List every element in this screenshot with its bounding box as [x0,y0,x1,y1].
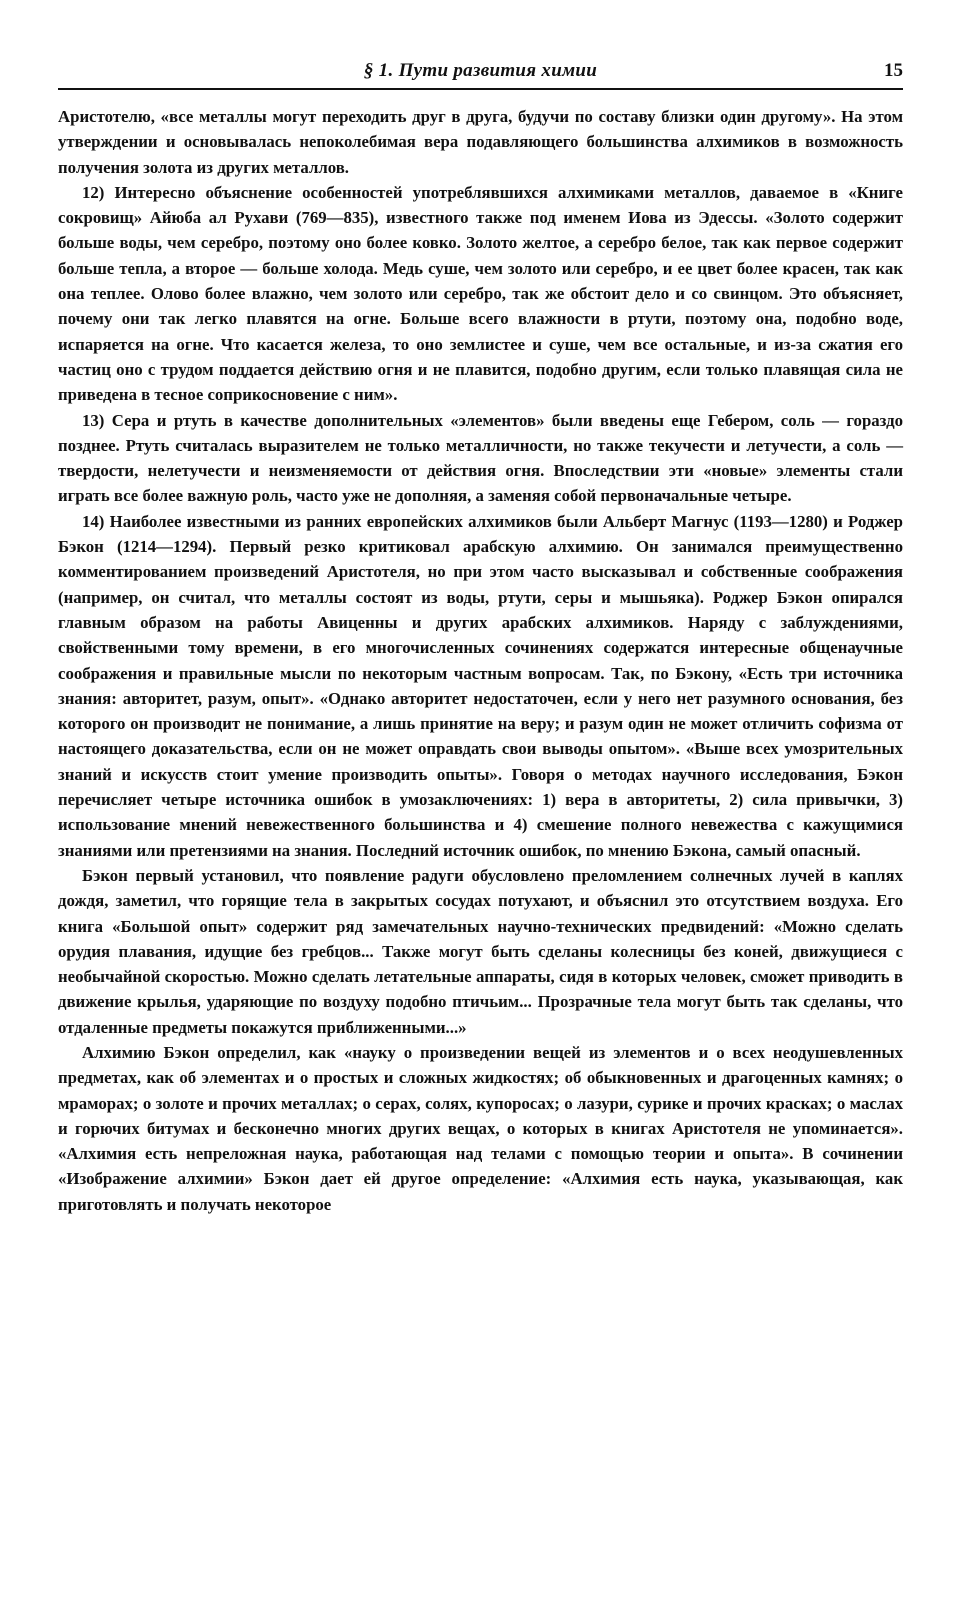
running-header [58,60,903,90]
body-text [58,104,903,1217]
book-page [58,60,903,1217]
running-title: § 1. Пути развития химии [363,60,598,81]
paragraph-bacon-predictions: Бэкон первый установил, что появление радуги обусловлено преломлением солнечных лучей в каплях дождя, заметил, что горящие тела в закрытых сосудах потухают, и объяснил это отсутствием воздуха. Его книга «Большой опыт» содержит ряд замечательных научно-технических предвидений: «Можно сделать орудия плавания, идущие без гребцов... Также могут быть сделаны колесницы без коней, движущиеся с необычайной скоростью. Можно сделать летательные аппараты, сидя в которых человек, сможет приводить в движение крылья, ударяющие по воздуху подобно птичьим... Прозрачные тела могут быть так сделаны, что отдаленные предметы покажутся приближенными...» [58,865,903,1037]
paragraph-bacon-alchemy-definition: Алхимию Бэкон определил, как «науку о произведении вещей из элементов и о всех неодушевленных предметах, как об элементах и о простых и сложных жидкостях; об обыкновенных и драгоценных камнях; о мраморах; о золоте и прочих металлах; о серах, солях, купоросах; о лазури, сурике и прочих красках; о маслах и горючих битумах и бесконечно многих других вещах, о которых в книгах Аристотеля не упоминается». «Алхимия есть непреложная наука, работающая над телами с помощью теории и опыта». В сочинении «Изображение алхимии» Бэкон дает ей другое определение: «Алхимия есть наука, указывающая, как приготовлять и получать некоторое [58,1042,903,1214]
page-number: 15 [884,60,903,81]
paragraph-note-12: 12) Интересно объяснение особенностей употреблявшихся алхимиками металлов, даваемое в «Книге сокровищ» Айюба ал Рухави (769—835), известного также под именем Иова из Эдессы. «Золото содержит больше воды, чем серебро, поэтому оно более ковко. Золото желтое, а серебро белое, так как первое содержит больше тепла, а второе — больше холода. Медь суше, чем золото или серебро, и ее цвет более красен, так как она теплее. Олово более влажно, чем золото или серебро, так же обстоит дело и со свинцом. Это объясняет, почему они так легко плавятся на огне. Больше всего влажности в ртути, поэтому она, подобно воде, испаряется на огне. Что касается железа, то оно землистее и суше, чем все остальные, и из-за сжатия его частиц оно с трудом поддается действию огня и не плавится, подобно другим, если только плавящая сила не приведена в тесное соприкосновение с ним». [58,182,903,405]
paragraph-note-13: 13) Сера и ртуть в качестве дополнительных «элементов» были введены еще Гебером, соль — гораздо позднее. Ртуть считалась выразителем не только металличности, но также текучести и летучести, а соль — твердости, нелетучести и неизменяемости от действия огня. Впоследствии эти «новые» элементы стали играть все более важную роль, часто уже не дополняя, а заменяя собой первоначальные четыре. [58,410,903,506]
paragraph-continuation: Аристотелю, «все металлы могут переходить друг в друга, будучи по составу близки один другому». На этом утверждении и основывалась непоколебимая вера подавляющего большинства алхимиков в возможность получения золота из других металлов. [58,107,903,177]
paragraph-note-14: 14) Наиболее известными из ранних европейских алхимиков были Альберт Магнус (1193—1280) и Роджер Бэкон (1214—1294). Первый резко критиковал арабскую алхимию. Он занимался преимущественно комментированием произведений Аристотеля, но при этом часто высказывал и собственные соображения (например, он считал, что металлы состоят из воды, ртути, серы и мышьяка). Роджер Бэкон опирался главным образом на работы Авиценны и других арабских алхимиков. Наряду с заблуждениями, свойственными тому времени, в его многочисленных сочинениях содержатся интересные общенаучные соображения и правильные мысли по некоторым частным вопросам. Так, по Бэкону, «Есть три источника знания: авторитет, разум, опыт». «Однако авторитет недостаточен, если у него нет разумного основания, без которого он производит не понимание, а лишь принятие на веру; и разум один не может отличить софизма от настоящего доказательства, если он не может оправдать свои выводы опытом». «Выше всех умозрительных знаний и искусств стоит умение производить опыты». Говоря о методах научного исследования, Бэкон перечисляет четыре источника ошибок в умозаключениях: 1) вера в авторитеты, 2) сила привычки, 3) использование мнений невежественного большинства и 4) смешение полного невежества с кажущимися знаниями или претензиями на знания. Последний источник ошибок, по мнению Бэкона, самый опасный. [58,511,903,860]
